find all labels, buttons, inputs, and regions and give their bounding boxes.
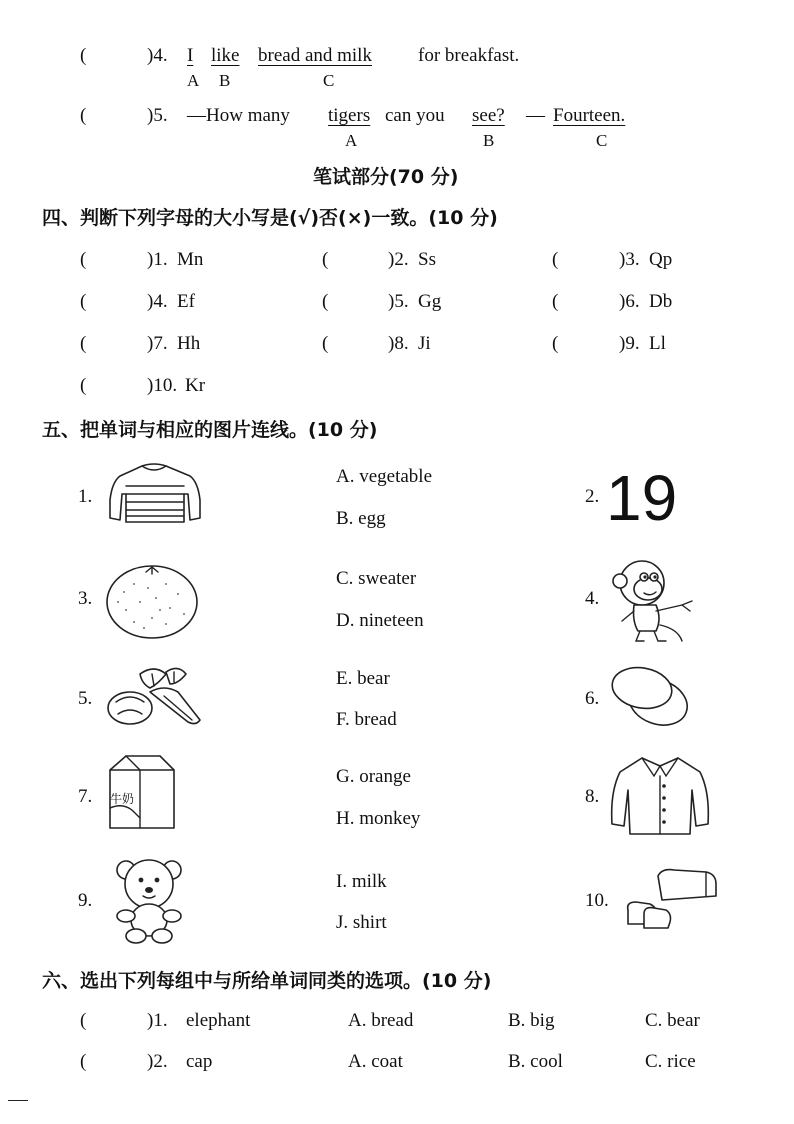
option-b[interactable]: B. big	[508, 1010, 555, 1031]
given-word: cap	[186, 1051, 213, 1072]
item-number: )5.	[388, 291, 409, 312]
letter-pair: Ll	[649, 333, 666, 354]
item-number: )6.	[619, 291, 640, 312]
match-number-8: 8.	[585, 786, 600, 807]
shirt-icon[interactable]	[610, 752, 714, 836]
item-number: )2.	[388, 249, 409, 270]
word-c[interactable]: C. sweater	[336, 568, 417, 589]
option-c[interactable]: C. bear	[645, 1010, 700, 1031]
vegetable-icon[interactable]	[104, 662, 208, 728]
letter-pair: Ji	[418, 333, 431, 354]
label-b: B	[483, 131, 495, 150]
answer-paren[interactable]: (	[322, 291, 329, 312]
match-number-6: 6.	[585, 688, 600, 709]
item-number: )3.	[619, 249, 640, 270]
word-a[interactable]: A. vegetable	[336, 466, 433, 487]
bread-icon[interactable]	[622, 866, 718, 930]
answer-paren[interactable]: (	[552, 249, 559, 270]
given-word: elephant	[186, 1010, 251, 1031]
match-number-3: 3.	[78, 588, 93, 609]
label-a: A	[187, 71, 200, 90]
monkey-icon[interactable]	[612, 555, 702, 645]
label-b: B	[219, 71, 231, 90]
option-a-word: I	[187, 45, 194, 66]
option-c[interactable]: C. rice	[645, 1051, 696, 1072]
match-number-5: 5.	[78, 688, 93, 709]
orange-icon[interactable]	[104, 562, 200, 640]
word-j[interactable]: J. shirt	[336, 912, 387, 933]
item-number: )2.	[147, 1051, 168, 1072]
option-b-word: see?	[472, 105, 505, 126]
match-number-4: 4.	[585, 588, 600, 609]
letter-pair: Qp	[649, 249, 673, 270]
option-b-word: like	[211, 45, 240, 66]
item-number: )8.	[388, 333, 409, 354]
match-number-9: 9.	[78, 890, 93, 911]
item-number: )9.	[619, 333, 640, 354]
option-b[interactable]: B. cool	[508, 1051, 563, 1072]
page-margin-mark	[8, 1100, 28, 1101]
letter-pair: Ss	[418, 249, 436, 270]
option-a[interactable]: A. coat	[348, 1051, 403, 1072]
answer-paren[interactable]: (	[80, 249, 87, 270]
letter-pair: Db	[649, 291, 673, 312]
answer-paren[interactable]: (	[80, 1010, 87, 1031]
word-h[interactable]: H. monkey	[336, 808, 421, 829]
option-c-word: Fourteen.	[553, 105, 626, 126]
number-nineteen-picture[interactable]: 19	[606, 462, 678, 534]
option-c-word: bread and milk	[258, 45, 372, 66]
section-6-title: 六、选出下列每组中与所给单词同类的选项。(10 分)	[42, 970, 492, 992]
label-a: A	[345, 131, 358, 150]
answer-paren[interactable]: (	[80, 1051, 87, 1072]
teddy-bear-icon[interactable]	[112, 856, 186, 944]
sentence-mid: can you	[385, 105, 445, 126]
option-a-word: tigers	[328, 105, 371, 126]
item-number: )4.	[147, 291, 168, 312]
item-number: )10.	[147, 375, 178, 396]
eggs-icon[interactable]	[610, 664, 694, 728]
sweater-icon[interactable]	[104, 460, 204, 530]
item-number: )7.	[147, 333, 168, 354]
label-c: C	[323, 71, 335, 90]
written-part-title: 笔试部分(70 分)	[313, 166, 459, 188]
word-i[interactable]: I. milk	[336, 871, 387, 892]
match-number-2: 2.	[585, 486, 600, 507]
word-e[interactable]: E. bear	[336, 668, 390, 689]
answer-paren[interactable]: (	[80, 375, 87, 396]
answer-paren[interactable]: (	[322, 333, 329, 354]
answer-dash: —	[526, 105, 545, 126]
answer-paren[interactable]: (	[322, 249, 329, 270]
item-number: )5.	[147, 105, 168, 126]
match-number-1: 1.	[78, 486, 93, 507]
letter-pair: Hh	[177, 333, 201, 354]
section-4-title: 四、判断下列字母的大小写是(√)否(×)一致。(10 分)	[42, 207, 498, 229]
answer-paren[interactable]: (	[552, 291, 559, 312]
word-g[interactable]: G. orange	[336, 766, 411, 787]
match-number-10: 10.	[585, 890, 609, 911]
answer-paren[interactable]: (	[80, 45, 87, 66]
section-5-title: 五、把单词与相应的图片连线。(10 分)	[42, 419, 378, 441]
label-c: C	[596, 131, 608, 150]
match-number-7: 7.	[78, 786, 93, 807]
sentence-pre: —How many	[187, 105, 290, 126]
answer-paren[interactable]: (	[80, 105, 87, 126]
milk-carton-label: 牛奶	[110, 792, 135, 806]
letter-pair: Kr	[185, 375, 206, 396]
letter-pair: Gg	[418, 291, 442, 312]
option-a[interactable]: A. bread	[348, 1010, 414, 1031]
answer-paren[interactable]: (	[552, 333, 559, 354]
letter-pair: Ef	[177, 291, 195, 312]
answer-paren[interactable]: (	[80, 333, 87, 354]
letter-pair: Mn	[177, 249, 204, 270]
word-b[interactable]: B. egg	[336, 508, 386, 529]
answer-paren[interactable]: (	[80, 291, 87, 312]
item-number: )1.	[147, 249, 168, 270]
item-number: )4.	[147, 45, 168, 66]
item-number: )1.	[147, 1010, 168, 1031]
word-f[interactable]: F. bread	[336, 709, 397, 730]
sentence-rest: for breakfast.	[418, 45, 520, 66]
word-d[interactable]: D. nineteen	[336, 610, 424, 631]
